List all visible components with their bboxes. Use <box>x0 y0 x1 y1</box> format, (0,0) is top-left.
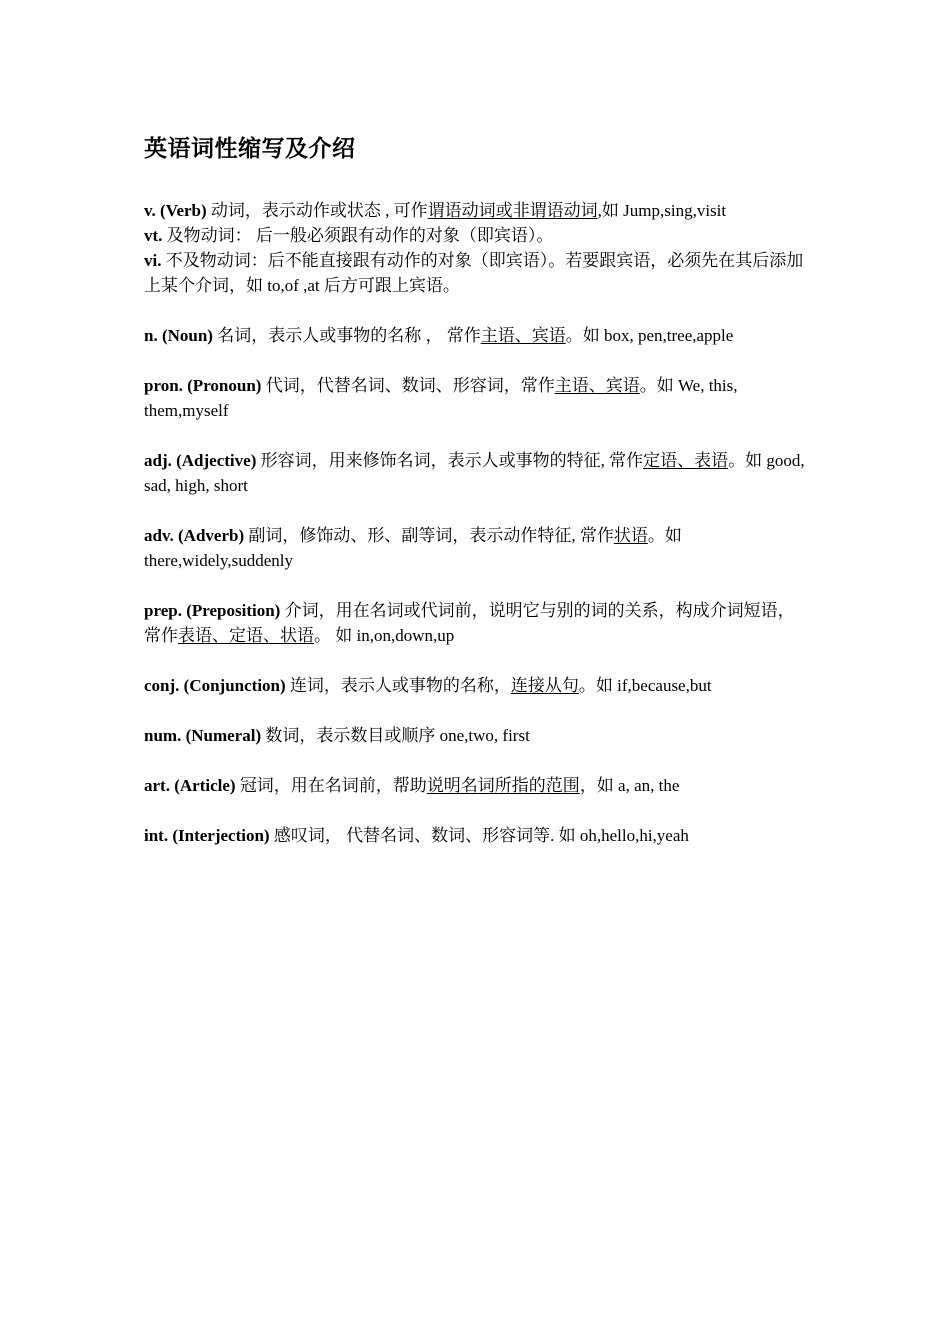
entry-term: pron. (Pronoun) <box>144 376 262 395</box>
entry-text: 动词，表示动作或状态 , 可作 <box>206 201 428 220</box>
entry-term: adv. (Adverb) <box>144 526 245 545</box>
entry-verb <box>144 198 807 223</box>
entry-interjection <box>144 823 807 848</box>
entry-text: 连词，表示人或事物的名称， <box>285 676 511 695</box>
page-title: 英语词性缩写及介绍 <box>144 136 356 162</box>
entry-underlined: 主语、宾语 <box>554 376 640 395</box>
entry-text-tail: 。如 good, sad, high, short <box>144 451 805 495</box>
entry-vt <box>144 223 807 248</box>
entry-text-tail: 。如 if,because,but <box>578 676 712 695</box>
entry-numeral <box>144 723 807 748</box>
entry-term: num. (Numeral) <box>144 726 262 745</box>
entry-text: 及物动词： 后一般必须跟有动作的对象（即宾语）。 <box>162 226 554 245</box>
entry-text: 介词，用在名词或代词前，说明它与别的词的关系，构成介词短语，常作 <box>144 601 795 645</box>
entry-text-tail: 。如 box, pen,tree,apple <box>565 326 734 345</box>
entry-text-tail: ,如 Jump,sing,visit <box>597 201 727 220</box>
entry-text-tail: 。如 We, this, them,myself <box>144 376 738 420</box>
entry-underlined: 定语、表语 <box>643 451 729 470</box>
entry-text: 不及物动词：后不能直接跟有动作的对象（即宾语）。若要跟宾语，必须先在其后添加上某个介词，如 to,of ,at 后方可跟上宾语。 <box>144 251 804 295</box>
document-body <box>144 198 807 848</box>
entry-term: adj. (Adjective) <box>144 451 257 470</box>
entry-underlined: 谓语动词或非谓语动词 <box>427 201 598 220</box>
entry-text-tail: 。 如 in,on,down,up <box>314 626 455 645</box>
entry-pronoun <box>144 373 807 423</box>
entry-underlined: 说明名词所指的范围 <box>426 776 580 795</box>
entry-underlined: 表语、定语、状语 <box>178 626 314 645</box>
entry-term: int. (Interjection) <box>144 826 270 845</box>
entry-text: 数词，表示数目或顺序 one,two, first <box>261 726 530 745</box>
entry-text: 名词，表示人或事物的名称 ， 常作 <box>212 326 481 345</box>
entry-adverb <box>144 523 807 573</box>
entry-text-tail: ，如 a, an, the <box>579 776 680 795</box>
entry-text: 冠词，用在名词前，帮助 <box>235 776 427 795</box>
entry-adjective <box>144 448 807 498</box>
entry-noun <box>144 323 807 348</box>
entry-preposition <box>144 598 807 648</box>
entry-term: art. (Article) <box>144 776 236 795</box>
entry-conjunction <box>144 673 807 698</box>
entry-text: 形容词，用来修饰名词，表示人或事物的特征, 常作 <box>256 451 644 470</box>
entry-vi <box>144 248 807 298</box>
entry-underlined: 状语 <box>613 526 648 545</box>
entry-underlined: 主语、宾语 <box>480 326 566 345</box>
entry-term: v. (Verb) <box>144 201 207 220</box>
entry-article <box>144 773 807 798</box>
entry-text: 代词，代替名词、数词、形容词，常作 <box>261 376 555 395</box>
entry-term: vt. <box>144 226 163 245</box>
entry-term: n. (Noun) <box>144 326 213 345</box>
entry-term: conj. (Conjunction) <box>144 676 286 695</box>
entry-text: 副词，修饰动、形、副等词，表示动作特征, 常作 <box>244 526 614 545</box>
entry-text-tail: 。如 there,widely,suddenly <box>144 526 682 570</box>
entry-term: vi. <box>144 251 162 270</box>
entry-underlined: 连接从句 <box>510 676 579 695</box>
entry-term: prep. (Preposition) <box>144 601 281 620</box>
entry-text: 感叹词， 代替名词、数词、形容词等. 如 oh,hello,hi,yeah <box>269 826 689 845</box>
